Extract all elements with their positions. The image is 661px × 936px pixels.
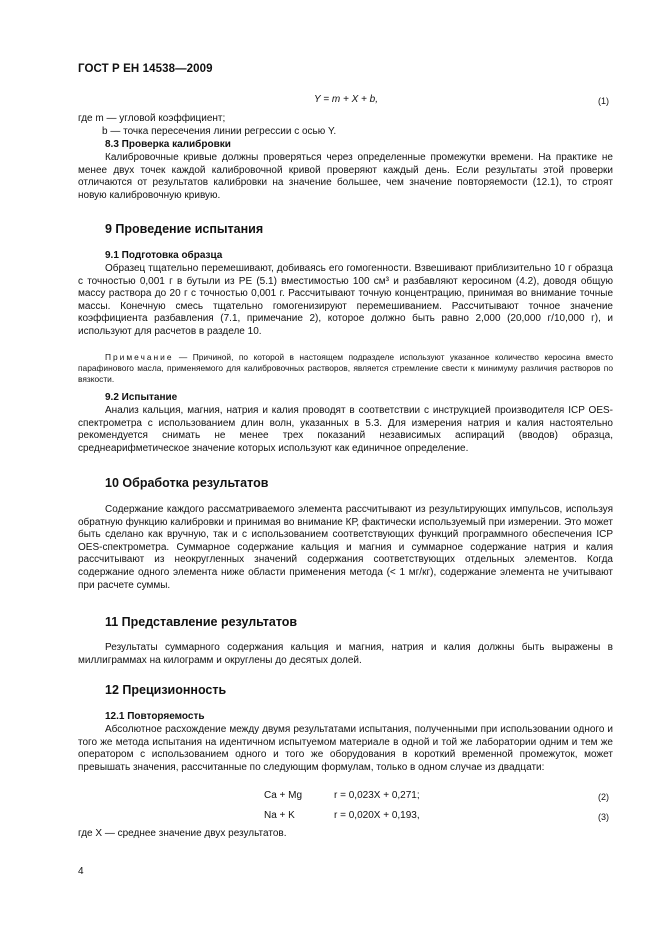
note-text: — Причиной, по которой в настоящем подразделе используют указанное количество керосина вместо парафинового масла, применяемого для калибровочных растворов, является стремление свести к минимуму различия растворов по вязкости. — [78, 352, 613, 384]
section-9-heading: 9 Проведение испытания — [105, 222, 264, 236]
subsection-8-3-heading: 8.3 Проверка калибровки — [105, 139, 231, 150]
equation-1-number: (1) — [598, 96, 609, 106]
equation-2-left: Ca + Mg — [264, 790, 303, 801]
section-10-body: Содержание каждого рассматриваемого элемента рассчитывают из результирующих импульсов, используя обратную функцию калибровки и принимая во внимание КР, фактически используемый при измерении. Это может быть сделано как вручную, так и с использованием соответствующих функций программного обеспечения ICP OES-спектрометра. Суммарное содержание кальция и магния и суммарное содержание натрия и калия рассчитывают из неокругленных значений содержания соответствующих отдельных элементов. Когда содержание одного элемента ниже области применения метода (< 1 мг/кг), содержание элемента не учитывают при расчете суммы. — [78, 504, 613, 591]
subsection-9-2-heading: 9.2 Испытание — [105, 392, 178, 403]
equation-2-right: r = 0,023X + 0,271; — [334, 790, 420, 801]
where-b-line: b — точка пересечения линии регрессии с осью Y. — [102, 126, 337, 137]
equation-3-right: r = 0,020X + 0,193, — [334, 810, 420, 821]
section-10-heading: 10 Обработка результатов — [105, 476, 269, 490]
where-x-line: где X — среднее значение двух результатов. — [78, 828, 287, 839]
subsection-9-1-body: Образец тщательно перемешивают, добиваясь его гомогенности. Взвешивают приблизительно 10 г образца с точностью 0,001 г в бутыли из PE (5.1) вместимостью 100 см³ и разбавляют керосином (4.2), доводя общую массу раствора до 20 г с точностью 0,001 г. Рассчитывают точную концентрацию, принимая во внимание точные массы. Конечную смесь тщательно гомогенизируют перемешиванием. Рассчитывают точное значение коэффициента разбавления (7.1, примечание 2), которое должно быть равно 2,000 (20,000 г/10,000 г), и используют для расчетов в разделе 10. — [78, 263, 613, 337]
page-number: 4 — [78, 866, 84, 877]
section-11-body: Результаты суммарного содержания кальция и магния, натрия и калия должны быть выражены в миллиграммах на килограмм и округлены до десятых долей. — [78, 642, 613, 666]
subsection-12-1-body: Абсолютное расхождение между двумя результатами испытания, полученными при использовании одного и того же метода испытания на идентичном испытуемом материале в одной и той же лаборатории одним и тем же оператором с использованием одного и того же оборудования в короткий временной промежуток, может превышать значения, рассчитанные по следующим формулам, только в одном случае из двадцати: — [78, 724, 613, 773]
where-m-line: где m — угловой коэффициент; — [78, 113, 226, 124]
note-9-1 — [78, 352, 613, 385]
document-code: ГОСТ Р ЕН 14538—2009 — [78, 63, 213, 75]
subsection-12-1-heading: 12.1 Повторяемость — [105, 711, 205, 722]
equation-3-left: Na + K — [264, 810, 295, 821]
section-12-heading: 12 Прецизионность — [105, 683, 227, 697]
section-11-heading: 11 Представление результатов — [105, 615, 298, 629]
note-label: Примечание — [105, 352, 174, 362]
equation-1: Y = m + X + b, — [314, 94, 379, 105]
subsection-8-3-body: Калибровочные кривые должны проверяться через определенные промежутки времени. На практике не менее двух точек каждой калибровочной кривой проверяют каждый день. Если результаты этой проверки отличаются от результатов калибровки на значение большее, чем значение повторяемости (12.1), то строят новую калибровочную кривую. — [78, 152, 613, 201]
subsection-9-1-heading: 9.1 Подготовка образца — [105, 250, 223, 261]
subsection-9-2-body: Анализ кальция, магния, натрия и калия проводят в соответствии с инструкцией производителя ICP OES-спектрометра с использованием длин волн, указанных в 5.3. Для измерения натрия и калия настоятельно рекомендуется снимать не менее трех показаний независимых аспираций (вводов) образца, среднеарифметическое значение которых используют как единичное определение. — [78, 405, 613, 454]
equation-2-number: (2) — [598, 792, 609, 802]
equation-3-number: (3) — [598, 812, 609, 822]
